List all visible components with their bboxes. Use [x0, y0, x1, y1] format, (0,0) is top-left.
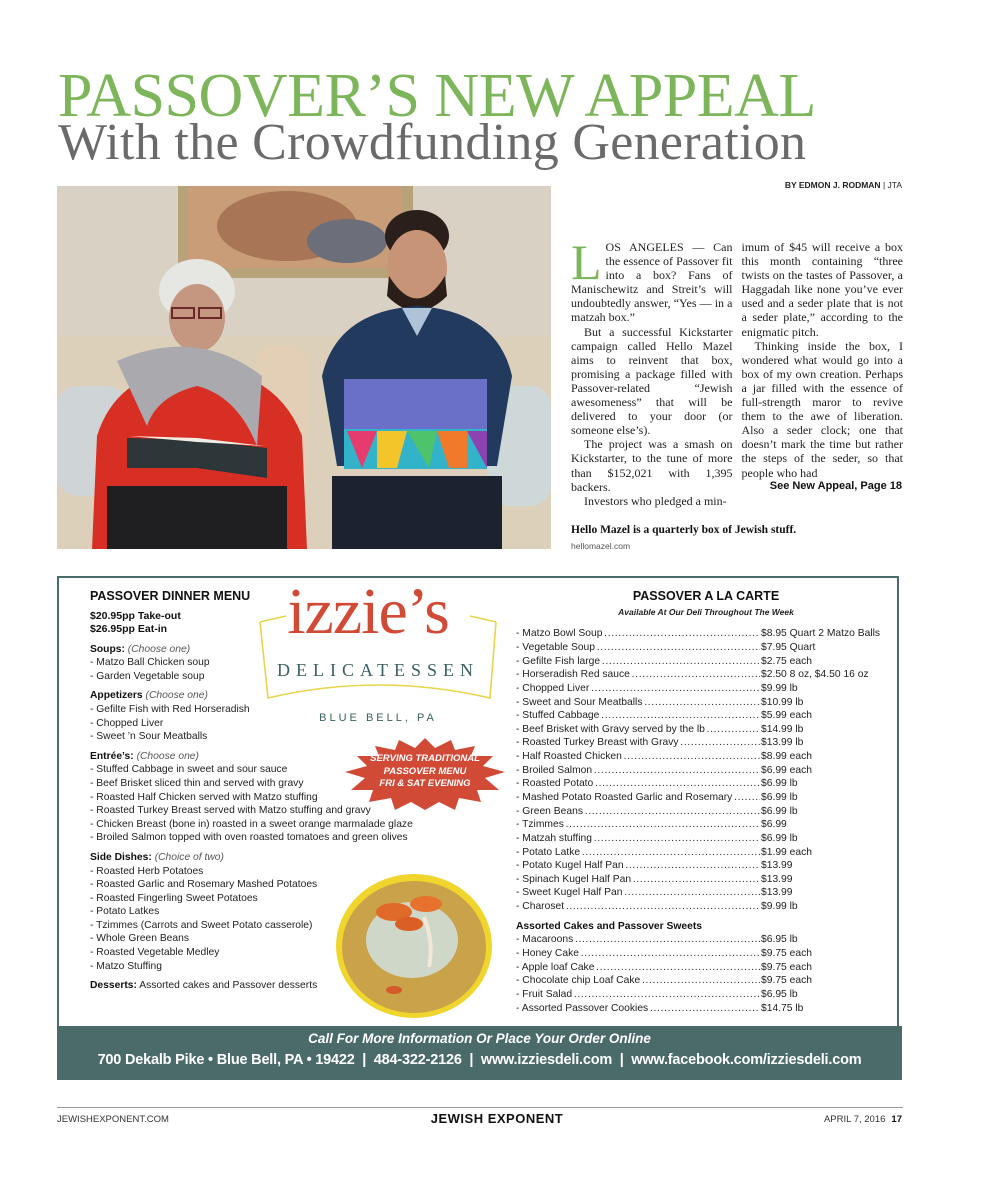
- photo-caption: Hello Mazel is a quarterly box of Jewish stuff.: [571, 524, 797, 536]
- price-value: $8.99 each: [761, 751, 812, 763]
- cakes-heading: Assorted Cakes and Passover Sweets: [516, 920, 703, 932]
- list-item: - Tzimmes (Carrots and Sweet Potato casserole): [90, 919, 313, 931]
- article-column-2: [742, 240, 904, 508]
- price-value: $6.99: [761, 819, 787, 831]
- price-row: [516, 900, 896, 914]
- price-row: [516, 655, 896, 669]
- cakes-list: [516, 933, 896, 1015]
- price-item-name: - Spinach Kugel Half Pan . . .: [516, 873, 760, 887]
- price-row: [516, 846, 896, 860]
- desserts-text: Assorted cakes and Passover desserts: [136, 980, 318, 992]
- price-row: [516, 791, 896, 805]
- price-value: $2.75 each: [761, 655, 812, 667]
- price-row: [516, 641, 896, 655]
- footer-publication: JEWISH EXPONENT: [430, 1111, 564, 1126]
- price-value: $9.99 lb: [761, 901, 798, 913]
- price-row: [516, 668, 896, 682]
- price-value: $13.99: [761, 860, 793, 872]
- photo-illustration: [57, 186, 551, 549]
- price-item-name: - Potato Latke . . .: [516, 846, 760, 860]
- price-value: $9.75 each: [761, 948, 812, 960]
- ad-phone[interactable]: 484-322-2126: [373, 1052, 462, 1068]
- price-item-name: - Sweet Kugel Half Pan . . .: [516, 886, 760, 900]
- headline: PASSOVER’S NEW APPEAL: [58, 62, 816, 130]
- price-value: $13.99: [761, 887, 793, 899]
- price-item-name: - Matzo Bowl Soup . . .: [516, 627, 760, 641]
- price-value: $6.99 lb: [761, 832, 798, 844]
- price-value: $14.99 lb: [761, 723, 804, 735]
- price-row: [516, 988, 896, 1002]
- price-value: $7.95 Quart: [761, 641, 816, 653]
- section-heading: Entrée’s:: [90, 750, 134, 762]
- list-item: - Gefilte Fish with Red Horseradish: [90, 703, 250, 715]
- price-row: [516, 1002, 896, 1016]
- price-item-name: - Gefilte Fish large . . .: [516, 655, 760, 669]
- price-row: [516, 832, 896, 846]
- price-value: $9.75 each: [761, 975, 812, 987]
- list-item: - Roasted Turkey Breast served with Matzo stuffing and gravy: [90, 805, 371, 817]
- price-row: [516, 709, 896, 723]
- price-item-name: - Fruit Salad . . .: [516, 988, 760, 1002]
- byline-author: BY EDMON J. RODMAN: [784, 180, 881, 190]
- ad-contact-bar: [57, 1026, 902, 1080]
- price-item-name: - Mashed Potato Roasted Garlic and Rosemary . . .: [516, 791, 760, 805]
- section-note: (Choose one): [136, 750, 199, 762]
- section-heading: Appetizers: [90, 690, 143, 702]
- price-row: [516, 696, 896, 710]
- starburst-line: FRI & SAT EVENING: [379, 778, 471, 789]
- price-value: $2.50 8 oz, $4.50 16 oz: [761, 669, 869, 681]
- price-row: [516, 873, 896, 887]
- starburst-line: PASSOVER MENU: [383, 765, 467, 777]
- logo-subtitle: DELICATESSEN: [277, 660, 479, 680]
- price-item-name: - Stuffed Cabbage . . .: [516, 709, 760, 723]
- price-item-name: - Chocolate chip Loaf Cake . . .: [516, 974, 760, 988]
- list-item: - Roasted Fingerling Sweet Potatoes: [90, 892, 258, 904]
- price-item-name: - Broiled Salmon . . .: [516, 764, 760, 778]
- ad-address: 700 Dekalb Pike • Blue Bell, PA • 19422: [97, 1052, 355, 1068]
- price-value: $9.99 lb: [761, 682, 798, 694]
- article-paragraph: Investors who pledged a min-: [584, 493, 727, 508]
- price-row: [516, 974, 896, 988]
- section-heading: Soups:: [90, 643, 125, 655]
- price-row: [516, 961, 896, 975]
- price-row: [516, 627, 896, 641]
- serving-starburst: [343, 738, 507, 810]
- continued-link[interactable]: See New Appeal, Page 18: [769, 480, 902, 492]
- list-item: - Roasted Vegetable Medley: [90, 947, 220, 959]
- article-paragraph: The project was a smash on Kickstarter, to the tune of more than $152,021 with 1,395 backers.: [571, 437, 733, 494]
- price-item-name: - Horseradish Red sauce . . .: [516, 668, 760, 682]
- price-item-name: - Chopped Liver . . .: [516, 682, 760, 696]
- logo-name: izzie’s: [287, 575, 449, 648]
- price-row: [516, 886, 896, 900]
- price-row: [516, 947, 896, 961]
- price-eatin: $26.95pp Eat-in: [90, 623, 168, 636]
- price-value: $6.99 lb: [761, 792, 798, 803]
- photo-credit: hellomazel.com: [571, 541, 631, 551]
- price-value: $5.99 each: [761, 710, 812, 722]
- price-item-name: - Matzah stuffing . . .: [516, 832, 760, 846]
- price-item-name: - Green Beans . . .: [516, 805, 760, 819]
- page-number: 17: [891, 1114, 902, 1125]
- ad-contact-line: 700 Dekalb Pike • Blue Bell, PA • 19422 | 484-322-2126 | www.izziesdeli.com | www.facebook.com/izziesdeli.com: [97, 1052, 862, 1068]
- article-paragraph: Thinking inside the box, I wondered what would go into a box of my own creation. Perhaps a jar filled with the essence of full-strength maror to revive them to the awe of liberation. Also a seder clock; one that doesn’t mark the time but rather the steps of the seder, so that people who had: [741, 338, 903, 480]
- price-item-name: - Sweet and Sour Meatballs . . .: [516, 696, 760, 710]
- footer-divider: [57, 1107, 903, 1108]
- price-row: [516, 682, 896, 696]
- list-item: - Whole Green Beans: [90, 933, 190, 945]
- price-value: $13.99: [761, 873, 793, 885]
- price-row: [516, 750, 896, 764]
- article-paragraph: But a successful Kickstarter campaign called Hello Mazel aims to reinvent that box, promising a package filled with Passover-related “Jewish awesomeness” that will be delivered to your door (or someone else’s).: [571, 324, 733, 438]
- price-row: [516, 859, 896, 873]
- price-row: [516, 723, 896, 737]
- price-value: $6.95 lb: [761, 934, 798, 946]
- list-item: - Chopped Liver: [90, 717, 164, 729]
- logo-location: BLUE BELL, PA: [319, 712, 437, 724]
- price-value: $10.99 lb: [761, 696, 804, 708]
- price-value: $1.99 each: [761, 846, 812, 858]
- a-la-carte-list: [516, 627, 896, 913]
- price-item-name: - Assorted Passover Cookies . . .: [516, 1002, 760, 1016]
- price-item-name: - Roasted Turkey Breast with Gravy . . .: [516, 736, 760, 750]
- price-value: $6.99 lb: [761, 778, 798, 790]
- a-la-carte-subtitle: Available At Our Deli Throughout The Week: [618, 606, 794, 617]
- list-item: - Beef Brisket sliced thin and served with gravy: [90, 777, 304, 789]
- list-item: - Roasted Herb Potatoes: [90, 865, 204, 877]
- byline: [785, 180, 902, 190]
- drop-cap: L: [571, 234, 602, 290]
- price-value: $8.95 Quart 2 Matzo Balls: [761, 628, 881, 640]
- price-item-name: - Beef Brisket with Gravy served by the lb . . .: [516, 723, 760, 737]
- ad-website-link[interactable]: www.izziesdeli.com: [480, 1052, 613, 1068]
- price-item-name: - Potato Kugel Half Pan . . .: [516, 859, 760, 873]
- price-row: [516, 818, 896, 832]
- price-item-name: - Tzimmes . . .: [516, 818, 760, 832]
- price-value: $6.99 each: [761, 764, 812, 776]
- list-item: - Matzo Ball Chicken soup: [90, 657, 210, 669]
- list-item: - Sweet ’n Sour Meatballs: [90, 731, 208, 743]
- price-item-name: - Macaroons . . .: [516, 933, 760, 947]
- ad-call-to-action: Call For More Information Or Place Your Order Online: [308, 1031, 651, 1046]
- izzies-logo: [258, 575, 498, 730]
- list-item: - Stuffed Cabbage in sweet and sour sauce: [90, 764, 288, 776]
- list-item: - Chicken Breast (bone in) roasted in a sweet orange marmalade glaze: [90, 818, 413, 830]
- price-value: $6.95 lb: [761, 988, 798, 1000]
- subheadline: With the Crowdfunding Generation: [58, 114, 807, 171]
- article-body: [571, 234, 903, 508]
- section-note: (Choice of two): [154, 851, 224, 863]
- price-value: $6.99 lb: [761, 805, 798, 817]
- article-column-1: [571, 234, 733, 508]
- ad-facebook-link[interactable]: www.facebook.com/izziesdeli.com: [631, 1052, 862, 1068]
- price-item-name: - Half Roasted Chicken . . .: [516, 750, 760, 764]
- price-item-name: - Vegetable Soup . . .: [516, 641, 760, 655]
- byline-source: JTA: [887, 180, 902, 190]
- list-item: - Roasted Half Chicken served with Matzo stuffing: [90, 791, 318, 803]
- price-takeout: $20.95pp Take-out: [90, 609, 181, 622]
- dinner-menu-title: PASSOVER DINNER MENU: [90, 589, 251, 603]
- article-paragraph: LOS ANGELES — Can the essence of Passover fit into a box? Fans of Manischewitz and Streit’s will undoubtedly answer, “Yes — in a matzah box.”: [571, 234, 733, 325]
- article-paragraph: imum of $45 will receive a box this month containing “three twists on the tastes of Passover, a Haggadah like none you’ve ever used and a seder plate that is not a seder plate,” according to the enigmatic pitch.: [741, 240, 903, 339]
- section-heading: Desserts:: [90, 980, 137, 992]
- price-row: [516, 736, 896, 750]
- price-row: [516, 805, 896, 819]
- price-value: $13.99 lb: [761, 737, 804, 749]
- starburst-line: SERVING TRADITIONAL: [370, 753, 480, 764]
- footer-date-page: [824, 1114, 902, 1125]
- soup-bowl-illustration: [334, 872, 494, 1020]
- list-item: - Broiled Salmon topped with oven roasted tomatoes and green olives: [90, 832, 408, 844]
- section-note: (Choose one): [127, 643, 191, 655]
- price-item-name: - Roasted Potato . . .: [516, 777, 760, 791]
- matzo-ball-soup-image: [334, 872, 494, 1020]
- a-la-carte-menu: [516, 590, 896, 1015]
- list-item: - Garden Vegetable soup: [90, 670, 205, 682]
- section-heading: Side Dishes:: [90, 851, 152, 863]
- article-photo: [57, 186, 551, 549]
- price-item-name: - Honey Cake . . .: [516, 947, 760, 961]
- price-item-name: - Charoset . . .: [516, 900, 760, 914]
- price-row: [516, 933, 896, 947]
- footer-date: APRIL 7, 2016: [823, 1114, 886, 1125]
- list-item: - Potato Latkes: [90, 906, 160, 918]
- section-note: (Choose one): [145, 690, 208, 702]
- price-row: [516, 777, 896, 791]
- price-item-name: - Apple loaf Cake . . .: [516, 961, 760, 975]
- list-item: - Matzo Stuffing: [90, 960, 162, 972]
- price-value: $9.75 each: [761, 961, 812, 973]
- price-row: [516, 764, 896, 778]
- byline-separator: |: [880, 180, 888, 190]
- price-value: $14.75 lb: [761, 1002, 804, 1014]
- a-la-carte-title: PASSOVER A LA CARTE: [632, 589, 780, 603]
- list-item: - Roasted Garlic and Rosemary Mashed Potatoes: [90, 879, 318, 891]
- footer-website[interactable]: JEWISHEXPONENT.COM: [57, 1114, 169, 1125]
